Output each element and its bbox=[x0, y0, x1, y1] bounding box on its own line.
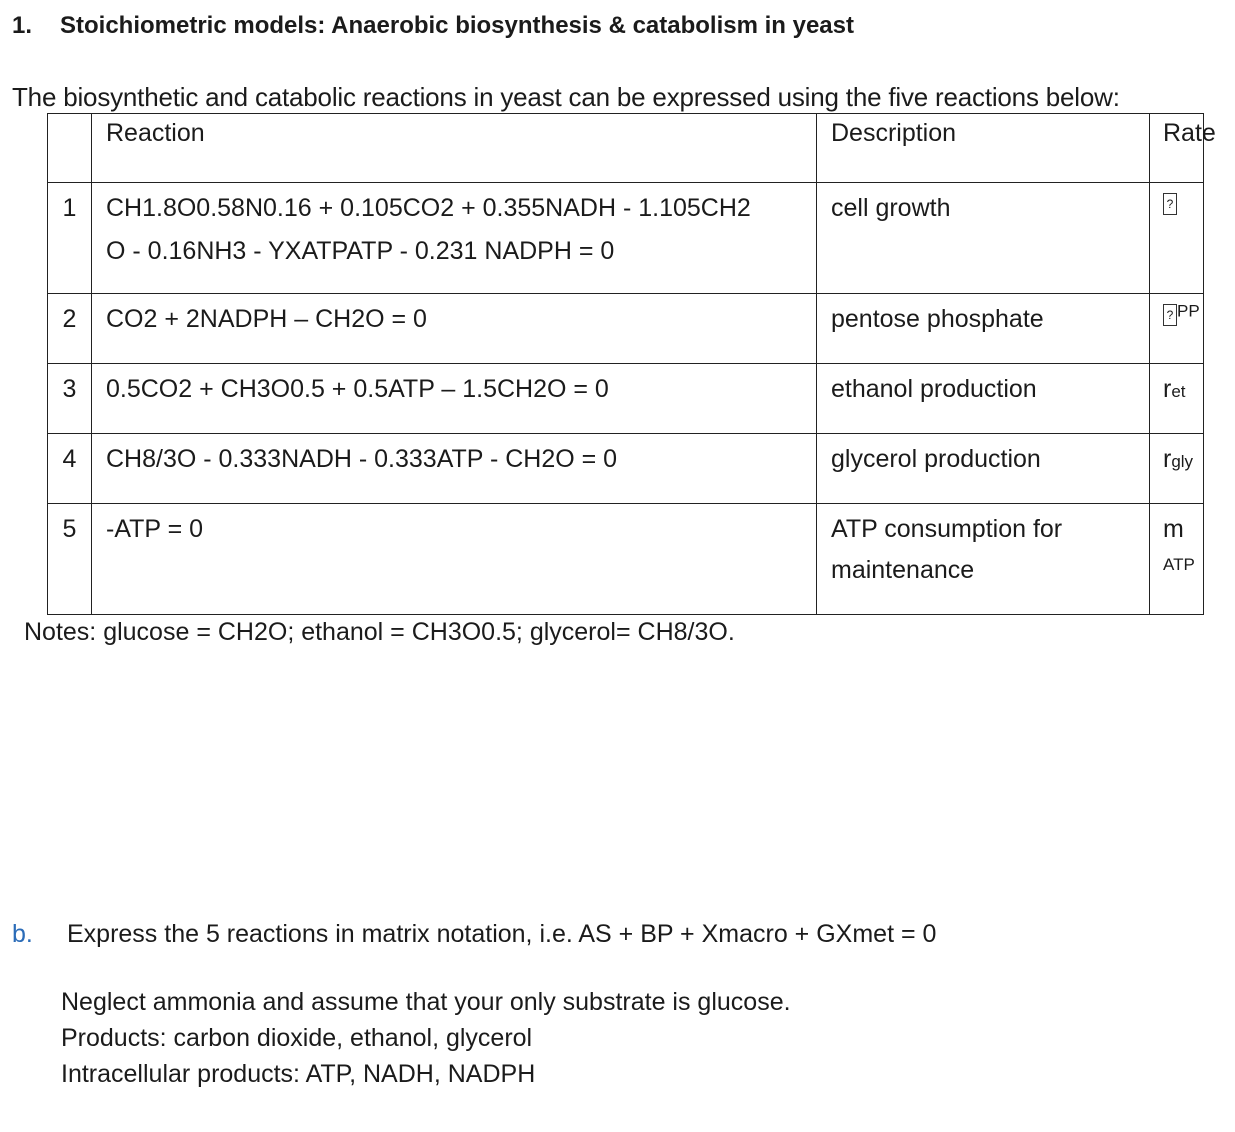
header-reaction: Reaction bbox=[92, 114, 817, 183]
reaction-equation: 0.5CO2 + CH3O0.5 + 0.5ATP – 1.5CH2O = 0 bbox=[106, 375, 609, 403]
instruction-line: Intracellular products: ATP, NADH, NADPH bbox=[61, 1060, 536, 1088]
table-row bbox=[48, 294, 1204, 364]
row-number: 1 bbox=[62, 194, 77, 222]
table-row bbox=[48, 183, 1204, 294]
table-row bbox=[48, 364, 1204, 434]
instruction-line: Neglect ammonia and assume that your only substrate is glucose. bbox=[61, 988, 791, 1016]
header-number-cell bbox=[48, 114, 92, 183]
part-b-question: Express the 5 reactions in matrix notation, i.e. AS + BP + Xmacro + GXmet = 0 bbox=[67, 920, 937, 948]
missing-glyph-icon: ? bbox=[1163, 193, 1177, 215]
question-number: 1. bbox=[12, 12, 33, 39]
reaction-description-line2: maintenance bbox=[831, 556, 975, 584]
rate-symbol: m ATP bbox=[1163, 515, 1195, 574]
reaction-equation: CH8/3O - 0.333NADH - 0.333ATP - CH2O = 0 bbox=[106, 445, 618, 473]
reaction-equation-line2: O - 0.16NH3 - YXATPATP - 0.231 NADPH = 0 bbox=[106, 237, 615, 265]
reaction-equation: CO2 + 2NADPH – CH2O = 0 bbox=[106, 305, 427, 333]
rate-symbol: rgly bbox=[1163, 445, 1194, 473]
reaction-equation-line1: CH1.8O0.58N0.16 + 0.105CO2 + 0.355NADH - 1.105CH2 bbox=[106, 194, 751, 222]
reaction-description: pentose phosphate bbox=[831, 305, 1044, 333]
reaction-description: ethanol production bbox=[831, 375, 1037, 403]
reactions-table bbox=[47, 113, 1216, 615]
notes-text: Notes: glucose = CH2O; ethanol = CH3O0.5; glycerol= CH8/3O. bbox=[24, 618, 735, 646]
instruction-line: Products: carbon dioxide, ethanol, glycerol bbox=[61, 1024, 533, 1052]
missing-glyph-icon: ? bbox=[1163, 304, 1177, 326]
table-row bbox=[48, 504, 1204, 615]
table-row bbox=[48, 434, 1204, 504]
header-rate: Rate bbox=[1150, 114, 1204, 183]
intro-text: The biosynthetic and catabolic reactions in yeast can be expressed using the five reactions below: bbox=[12, 82, 1120, 112]
row-number: 3 bbox=[62, 375, 77, 403]
reaction-description-line1: ATP consumption for bbox=[831, 515, 1063, 543]
row-number: 5 bbox=[62, 515, 77, 543]
reaction-description: glycerol production bbox=[831, 445, 1041, 473]
part-b-label: b. bbox=[12, 920, 33, 948]
rate-subscript: PP bbox=[1177, 301, 1200, 321]
rate-symbol: ret bbox=[1163, 375, 1186, 403]
row-number: 2 bbox=[62, 305, 77, 333]
row-number: 4 bbox=[62, 445, 77, 473]
header-description: Description bbox=[817, 114, 1150, 183]
question-title: Stoichiometric models: Anaerobic biosynthesis & catabolism in yeast bbox=[60, 12, 854, 39]
reaction-description: cell growth bbox=[831, 194, 951, 222]
question-heading bbox=[12, 12, 854, 40]
table-header-row bbox=[48, 114, 1204, 183]
reaction-equation: -ATP = 0 bbox=[106, 515, 204, 543]
